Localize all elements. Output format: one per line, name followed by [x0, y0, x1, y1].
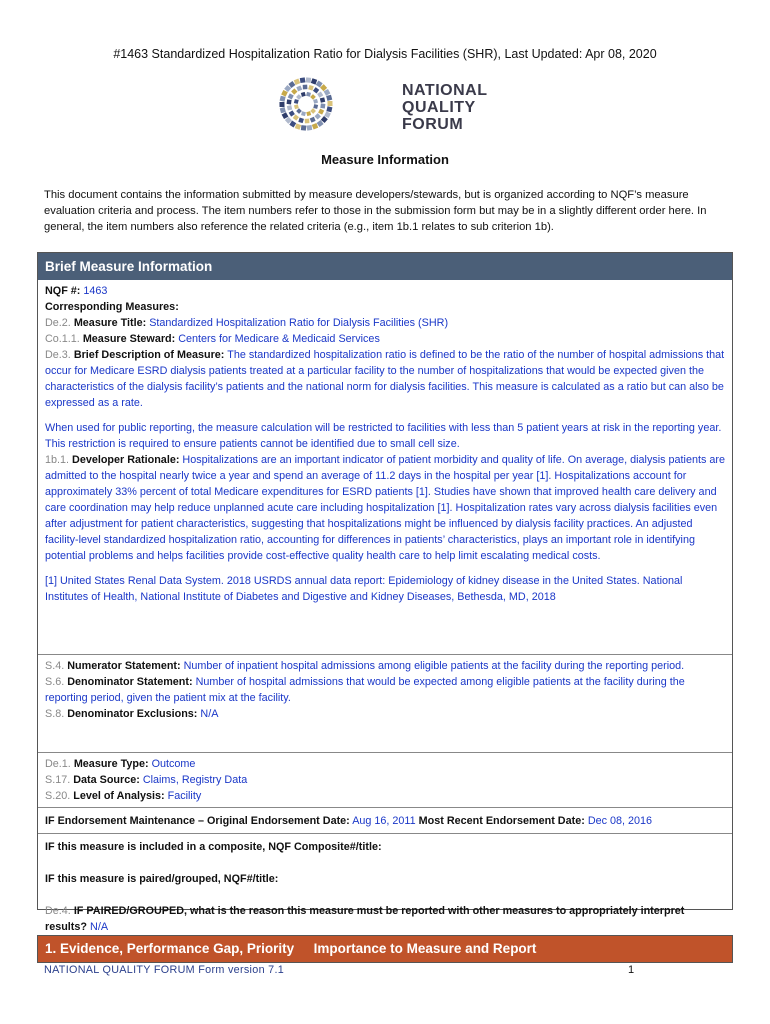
logo-text — [402, 82, 504, 133]
corresponding-measures: Corresponding Measures: — [45, 301, 179, 313]
logo-tile — [287, 99, 292, 104]
logo-tile — [306, 111, 311, 116]
logo-tile — [301, 111, 306, 116]
logo-tile — [280, 96, 286, 102]
logo-tile — [312, 123, 319, 130]
logo-tile — [294, 78, 301, 85]
logo-mosaic-icon — [274, 74, 394, 134]
paired-reason: De.4. IF PAIRED/GROUPED, what is the reason this measure must be reported with other measures to appropriately interpret results? N/A — [45, 905, 685, 933]
logo-tile — [313, 104, 318, 109]
logo-tile — [296, 86, 302, 92]
measure-type-cell — [38, 752, 732, 807]
logo-tile — [300, 77, 306, 83]
measure-description-cell — [38, 280, 732, 654]
public-reporting-note: When used for public reporting, the measure calculation will be restricted to facilities with less than 5 patient years at risk in the reporting year. This restriction is required to ensure patients cannot be identified due to small cell size. — [45, 422, 722, 450]
logo-tile — [294, 104, 299, 109]
brief-measure-box — [37, 252, 733, 933]
composite-paired-cell — [38, 833, 732, 938]
developer-rationale: 1b.1. Developer Rationale: Hospitalizations are an important indicator of patient morbidity and quality of life. On average, dialysis patients are admitted to the hospital nearly twice a year and spend an average of 11.2 days in the hospital per year [1]. Hospitalizations account for approximately 33% percent of total Medicare expenditures for ESRD patients [1]. Studies have shown that improved health care delivery and care coordination may help reduce unplanned acute care including hospitalization [1]. Hospitalization rates vary across dialysis facilities even after adjustment for patient characteristics, suggesting that hospitalizations might be influenced by dialysis facility practices. An adjusted facility-level standardized hospitalization ratio, accounting for differences in patients’ characteristics, plays an important role in identifying potential problems and helps facilities provide cost-effective quality health care to help limit escalating medical costs. — [45, 454, 725, 562]
measure-steward: Centers for Medicare & Medicaid Services — [178, 333, 380, 345]
numerator-statement: S.4. Numerator Statement: Number of inpatient hospital admissions among eligible patients at the facility during the reporting period. — [45, 660, 685, 672]
logo-tile — [308, 85, 314, 91]
composite-question: IF this measure is included in a composite, NQF Composite#/title: — [45, 841, 382, 853]
page-number: 1 — [628, 964, 635, 976]
endorsement-dates: IF Endorsement Maintenance – Original Endorsement Date: Aug 16, 2011 Most Recent Endorsement Date: Dec 08, 2016 — [45, 815, 653, 827]
footer-form-version: NATIONAL QUALITY FORUM Form version 7.1 — [44, 964, 285, 976]
logo-tile — [301, 125, 306, 130]
level-of-analysis: S.20. Level of Analysis: Facility — [45, 790, 202, 802]
logo-tile — [280, 107, 286, 113]
evidence-title: 1. Evidence, Performance Gap, Priority — [45, 941, 295, 956]
logo-tile — [303, 85, 308, 90]
logo-tile — [317, 92, 323, 98]
paired-question: IF this measure is paired/grouped, NQF#/title: — [45, 873, 279, 885]
logo-tile — [306, 92, 311, 97]
logo-tile — [293, 114, 299, 120]
logo-tile — [306, 77, 311, 82]
logo-tile — [287, 105, 292, 110]
logo-tile — [295, 123, 301, 129]
logo-tile — [313, 99, 318, 104]
nqf-logo — [274, 74, 504, 134]
reference-citation: [1] United States Renal Data System. 2018 USRDS annual data report: Epidemiology of kidney disease in the United States. National Institutes of Health, National Institute of Diabetes and Digestive and Kidney Diseases, Bethesda, MD, 2018 — [45, 575, 683, 603]
logo-tile — [310, 117, 316, 123]
logo-tile — [320, 97, 325, 102]
measure-type: De.1. Measure Type: Outcome — [45, 758, 196, 770]
endorsement-cell — [38, 807, 732, 833]
logo-tile — [313, 87, 319, 93]
section-title: Measure Information — [321, 152, 449, 167]
brief-description: De.3. Brief Description of Measure: The standardized hospitalization ratio is defined to be the ratio of the number of hospital admissions that occur for Medicare ESRD dialysis patients treated at a particular facility to the number of hospitalizations that would be expected given the characteristics of the dialysis facility’s patients and the national norm for dialysis facilities. This measure is calculated as a ratio but can also be expressed as a rate. — [45, 349, 725, 409]
data-source: S.17. Data Source: Claims, Registry Data — [45, 774, 248, 786]
denominator-statement: S.6. Denominator Statement: Number of hospital admissions that would be expected among eligible patients at the facility during the reporting period, given the patient mix at the facility. — [45, 676, 685, 704]
page-header: #1463 Standardized Hospitalization Ratio for Dialysis Facilities (SHR), Last Updated: Apr 08, 2020 — [113, 47, 657, 61]
numerator-denominator-cell — [38, 654, 732, 752]
logo-tile — [310, 108, 316, 114]
measure-title-line: De.2. Measure Title: Standardized Hospitalization Ratio for Dialysis Facilities (SHR) — [45, 317, 449, 329]
logo-tile — [296, 94, 302, 100]
evidence-section-bar — [37, 935, 733, 963]
logo-tile — [288, 93, 294, 99]
logo-tile — [301, 92, 306, 97]
importance-title: Importance to Measure and Report — [313, 941, 537, 956]
logo-tile — [326, 106, 332, 112]
intro-paragraph: This document contains the information submitted by measure developers/stewards, but is organized according to NQF’s measure evaluation criteria and process. The item numbers refer to those in the submission form but may be in a slightly different order here. In general, the item numbers also reference the related criteria (e.g., item 1b.1 relates to sub criterion 1b). — [44, 189, 707, 233]
logo-tile — [291, 88, 297, 94]
logo-tile — [305, 119, 310, 124]
denominator-exclusions: S.8. Denominator Exclusions: N/A — [45, 708, 219, 720]
logo-tile — [318, 109, 324, 115]
logo-tile — [279, 102, 284, 107]
logo-tile — [307, 125, 313, 131]
logo-line1: NATIONAL — [402, 82, 488, 99]
logo-tile — [294, 99, 299, 104]
logo-tile — [315, 113, 321, 119]
logo-line2: QUALITY FORUM — [402, 99, 476, 133]
measure-steward-line: Co.1.1. Measure Steward: Centers for Medicare & Medicaid Services — [45, 333, 380, 345]
logo-tile — [310, 94, 316, 100]
logo-tile — [327, 101, 332, 106]
logo-tile — [289, 110, 295, 116]
logo-tile — [311, 78, 317, 84]
logo-tile — [298, 118, 304, 124]
logo-tile — [296, 108, 302, 114]
nqf-number: 1463 — [83, 285, 108, 297]
logo-tile — [320, 103, 325, 108]
nqf-number-line: NQF #: 1463 — [45, 285, 108, 297]
measure-title: Standardized Hospitalization Ratio for Dialysis Facilities (SHR) — [149, 317, 449, 329]
brief-measure-header: Brief Measure Information — [38, 253, 732, 280]
logo-tile — [326, 95, 332, 101]
